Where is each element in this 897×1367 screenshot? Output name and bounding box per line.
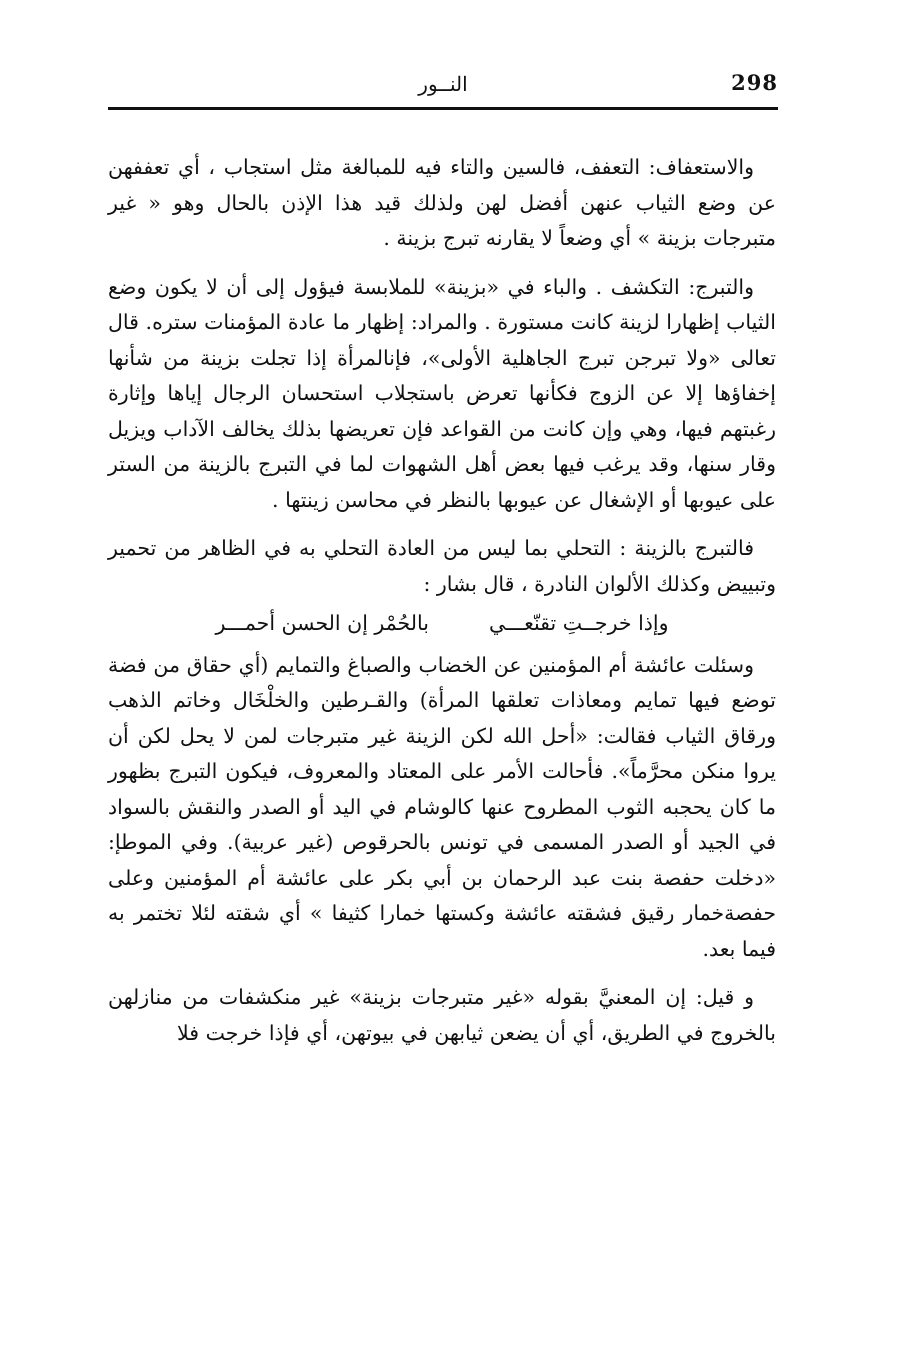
verse-second-hemistich: بالحُمْر إن الحسن أحمـــر — [215, 611, 429, 635]
paragraph-2: والتبرج: التكشف . والباء في «بزينة» للملابسة فيؤول إلى أن لا يكون وضع الثياب إظهارا لزينة كانت مستورة . والمراد: إظهار ما عادة المؤمنات ستره. قال تعالى «ولا تبرجن تبرج الجاهلية الأولى»، فإنالمرأة إذا تجلت بزينة من شأنها إخفاؤها إلا عن الزوج فكأنها تعرض باستجلاب استحسان الرجال إياها وإثارة رغبتهم فيها، وهي وإن كانت من القواعد فإن تعريضها بذلك يخالف الآداب ويزيل وقار سنها، وقد يرغب فيها بعض أهل الشهوات لما في التبرج بالزينة من الستر على عيوبها أو الإشغال عن عيوبها بالنظر في محاسن زينتها . — [108, 274, 776, 512]
running-title: النــور — [418, 72, 468, 96]
paragraph-5: و قيل: إن المعنيَّ بقوله «غير متبرجات بزينة» غير منكشفات من منازلهن بالخروج في الطريق، أي أن يضعن ثيابهن في بيوتهن، أي فإذا خرجت فلا — [108, 985, 776, 1045]
paragraph-1: والاستعفاف: التعفف، فالسين والتاء فيه للمبالغة مثل استجاب ، أي تعففهن عن وضع الثياب عنهن أفضل لهن ولذلك قيد هذا الإذن بالحال وهو « غير متبرجات بزينة » أي وضعاً لا يقارنه تبرج بزينة . — [108, 155, 776, 250]
paragraph-3: فالتبرج بالزينة : التحلي بما ليس من العادة التحلي به في الظاهر من تحمير وتبييض وكذلك الألوان النادرة ، قال بشار : — [108, 536, 776, 596]
poetry-verse — [108, 606, 776, 642]
header-rule — [108, 107, 778, 110]
page-header — [108, 66, 778, 106]
paragraph-4: وسئلت عائشة أم المؤمنين عن الخضاب والصباغ والتمايم (أي حقاق من فضة توضع فيها تمايم ومعاذات تعلقها المرأة) والقـرطين والخلْخَال وخاتم الذهب ورقاق الثياب فقالت: «أحل الله لكن الزينة غير متبرجات لمن لا يحل لكن أن يروا منكن محرَّماً». فأحالت الأمر على المعتاد والمعروف، فيكون التبرج بظهور ما كان يحجبه الثوب المطروح عنها كالوشام في اليد أو الصدر والنقش بالسواد في الجيد أو الصدر المسمى في تونس بالحرقوص (غير عربية). وفي الموطإ: «دخلت حفصة بنت عبد الرحمان بن أبي بكر على عائشة أم المؤمنين وعلى حفصةخمار رقيق فشقته عائشة وكستها خمارا كثيفا » أي شقته لئلا تختمر به فيما بعد. — [108, 652, 776, 961]
verse-first-hemistich: وإذا خرجــتِ تقنّعـــي — [489, 611, 669, 635]
body-text — [108, 150, 776, 1064]
page-number: 298 — [731, 70, 778, 95]
